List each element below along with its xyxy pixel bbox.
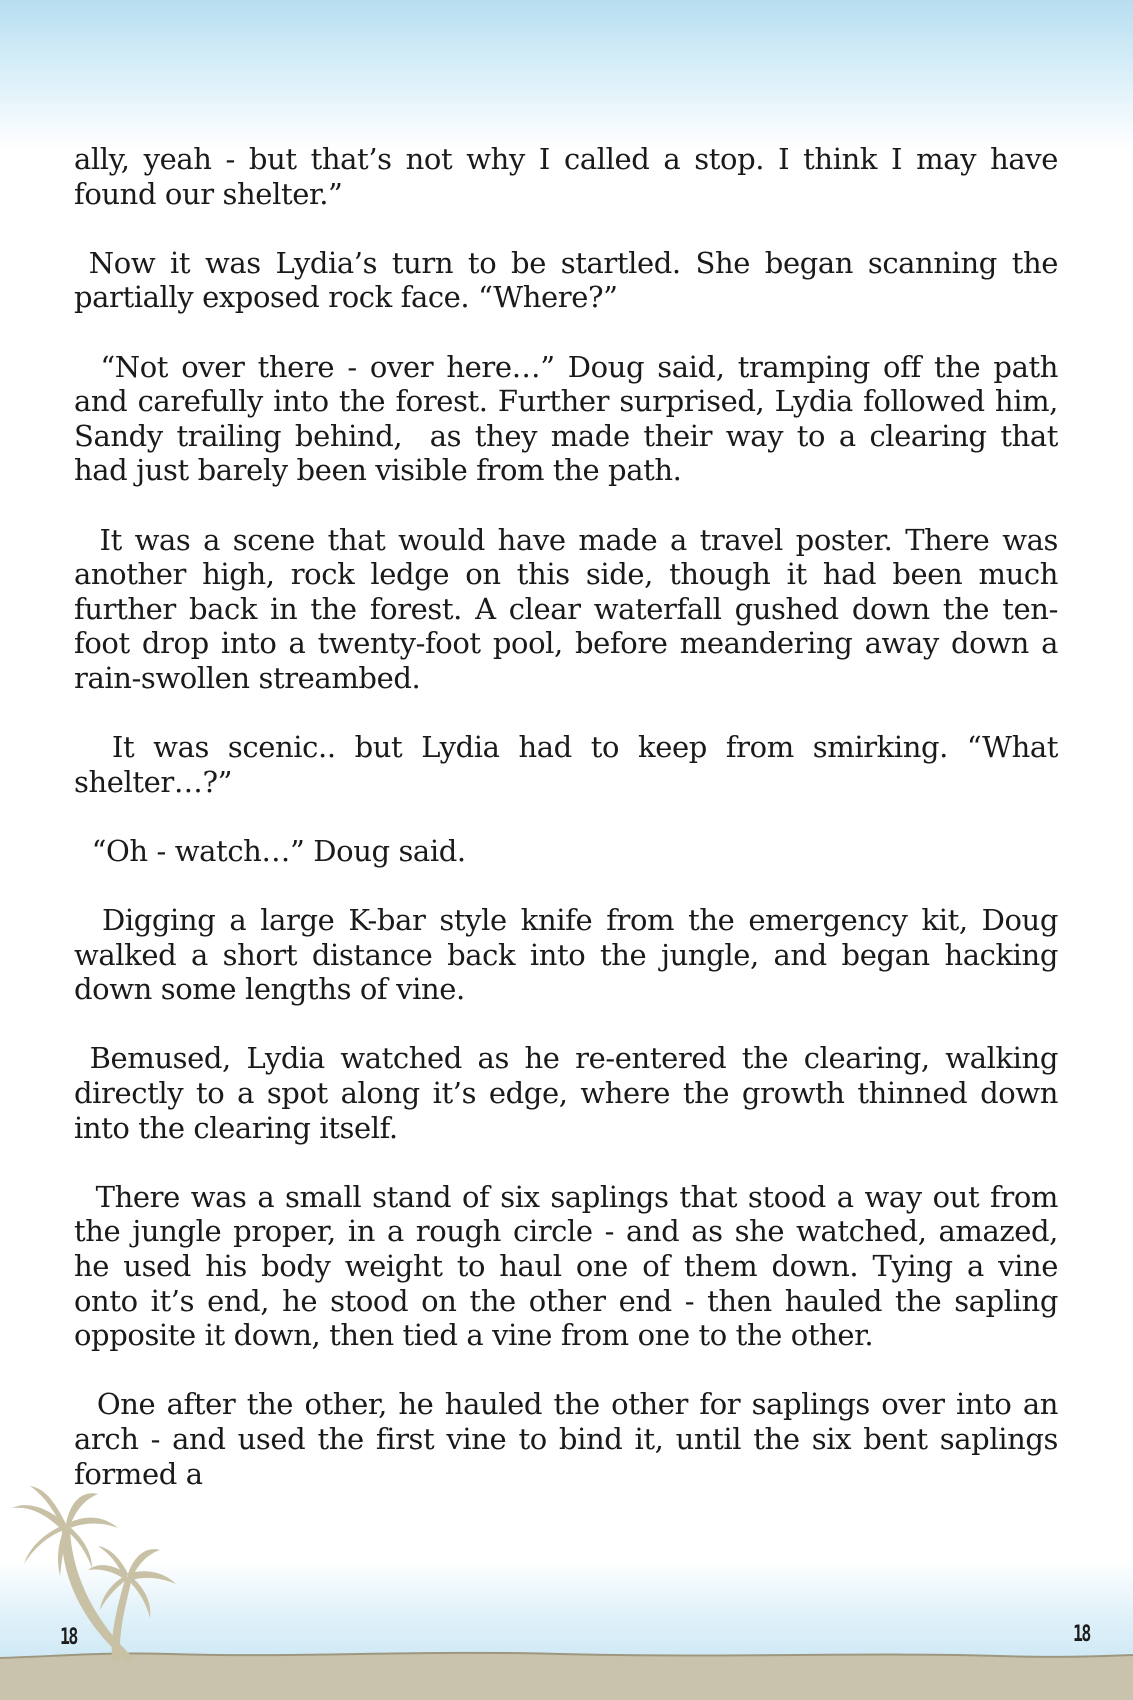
paragraph-10: One after the other, he hauled the other for saplings over into an arch - and used the first vine to bind it, until the six bent saplings formed a [74,1387,1058,1491]
paragraph-4: It was a scene that would have made a travel poster. There was another high, rock ledge on this side, though it had been much further back in the forest. A clear waterfall gushed down the ten-foot drop into a twenty-foot pool, before meandering away down a rain-swollen streambed. [74,522,1058,695]
sand-bank [0,1653,1133,1700]
paragraph-5: It was scenic.. but Lydia had to keep from smirking. “What shelter…?” [74,730,1058,799]
page-number-right: 18 [1073,1622,1090,1647]
paragraph-7: Digging a large K-bar style knife from the emergency kit, Doug walked a short distance back into the jungle, and began hacking down some lengths of vine. [74,903,1058,1007]
paragraph-1: ally, yeah - but that’s not why I called a stop. I think I may have found our shelter.” [74,142,1058,211]
paragraph-2: Now it was Lydia’s turn to be startled. She began scanning the partially exposed rock face. “Where?” [74,245,1058,315]
sky-gradient-top [0,0,1133,150]
paragraph-9: There was a small stand of six saplings that stood a way out from the jungle proper, in a rough circle - and as she watched, amazed, he used his body weight to haul one of them down. Tying a vine onto it’s end, he stood on the other end - then hauled the sapling opposite it down, then tied a vine from one to the other. [74,1179,1058,1353]
body-text [74,142,1058,1491]
paragraph-3: “Not over there - over here…” Doug said, tramping off the path and carefully into the forest. Further surprised, Lydia followed him, Sandy trailing behind, as they made their way to a clearing that had just barely been visible from the path. [74,349,1058,488]
beach-palm-illustration [0,1480,1133,1700]
paragraph-6: “Oh - watch…” Doug said. [74,833,466,868]
page-number-left: 18 [60,1625,77,1650]
paragraph-8: Bemused, Lydia watched as he re-entered the clearing, walking directly to a spot along it’s edge, where the growth thinned down into the clearing itself. [74,1041,1058,1145]
palm-tree-icon [88,1546,176,1662]
